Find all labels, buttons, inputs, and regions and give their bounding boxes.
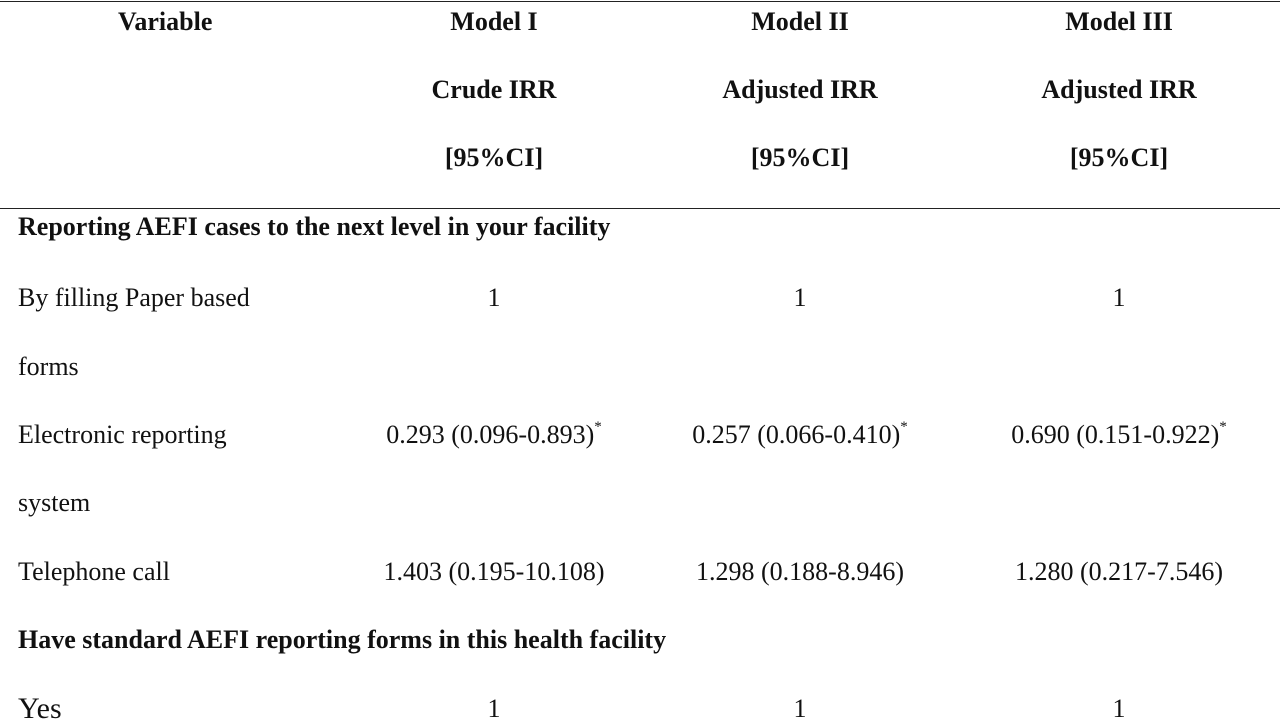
- cell-value: 0.257 (0.066-0.410): [692, 420, 901, 449]
- table-cell: [650, 694, 950, 724]
- cell-value: 1.403 (0.195-10.108): [383, 557, 605, 586]
- header-col-model-2: [650, 9, 950, 213]
- table-cell: [650, 283, 950, 313]
- row-label: Telephone call: [18, 557, 170, 586]
- cell-value: 1: [487, 283, 501, 312]
- row-label-cont: forms: [18, 352, 79, 381]
- table-cell: [969, 283, 1269, 313]
- table-cell: [650, 420, 950, 450]
- header-rule: [0, 208, 1280, 209]
- cell-value: 1: [793, 694, 807, 723]
- header-model-1: Model I: [450, 7, 538, 36]
- header-model-3: Model III: [1065, 7, 1173, 36]
- cell-value: 1: [1112, 283, 1126, 312]
- header-ci-1: [95%CI]: [444, 143, 544, 172]
- row-label: Electronic reporting: [18, 420, 227, 449]
- cell-value: 1.280 (0.217-7.546): [1015, 557, 1223, 586]
- cell-value: 1: [487, 694, 501, 723]
- section-title: Reporting AEFI cases to the next level in your facility: [18, 212, 611, 241]
- table-cell: [344, 420, 644, 450]
- section-title: Have standard AEFI reporting forms in this health facility: [18, 625, 667, 654]
- header-col-model-3: [969, 9, 1269, 213]
- row-label: By filling Paper based: [18, 283, 250, 312]
- cell-value: 0.293 (0.096-0.893): [386, 420, 595, 449]
- significance-mark: *: [900, 419, 908, 436]
- table-cell: [650, 557, 950, 587]
- cell-value: 1.298 (0.188-8.946): [696, 557, 904, 586]
- cell-value: 1: [1112, 694, 1126, 723]
- header-measure-3: Adjusted IRR: [1041, 75, 1197, 104]
- header-measure-1: Crude IRR: [431, 75, 557, 104]
- header-ci-3: [95%CI]: [1069, 143, 1169, 172]
- table-cell: [344, 283, 644, 313]
- row-label-cont: system: [18, 488, 91, 517]
- cell-value: 1: [793, 283, 807, 312]
- top-rule: [0, 1, 1280, 2]
- table-cell: [344, 694, 644, 724]
- significance-mark: *: [594, 419, 602, 436]
- table-cell: [344, 557, 644, 587]
- header-ci-2: [95%CI]: [750, 143, 850, 172]
- header-model-2: Model II: [751, 7, 849, 36]
- row-label: Yes: [18, 692, 62, 725]
- table-cell: [969, 694, 1269, 724]
- header-measure-2: Adjusted IRR: [722, 75, 878, 104]
- header-col-model-1: [344, 9, 644, 213]
- cell-value: 0.690 (0.151-0.922): [1011, 420, 1220, 449]
- header-variable: Variable: [118, 7, 213, 36]
- table-cell: [969, 557, 1269, 587]
- significance-mark: *: [1219, 419, 1227, 436]
- table-cell: [969, 420, 1269, 450]
